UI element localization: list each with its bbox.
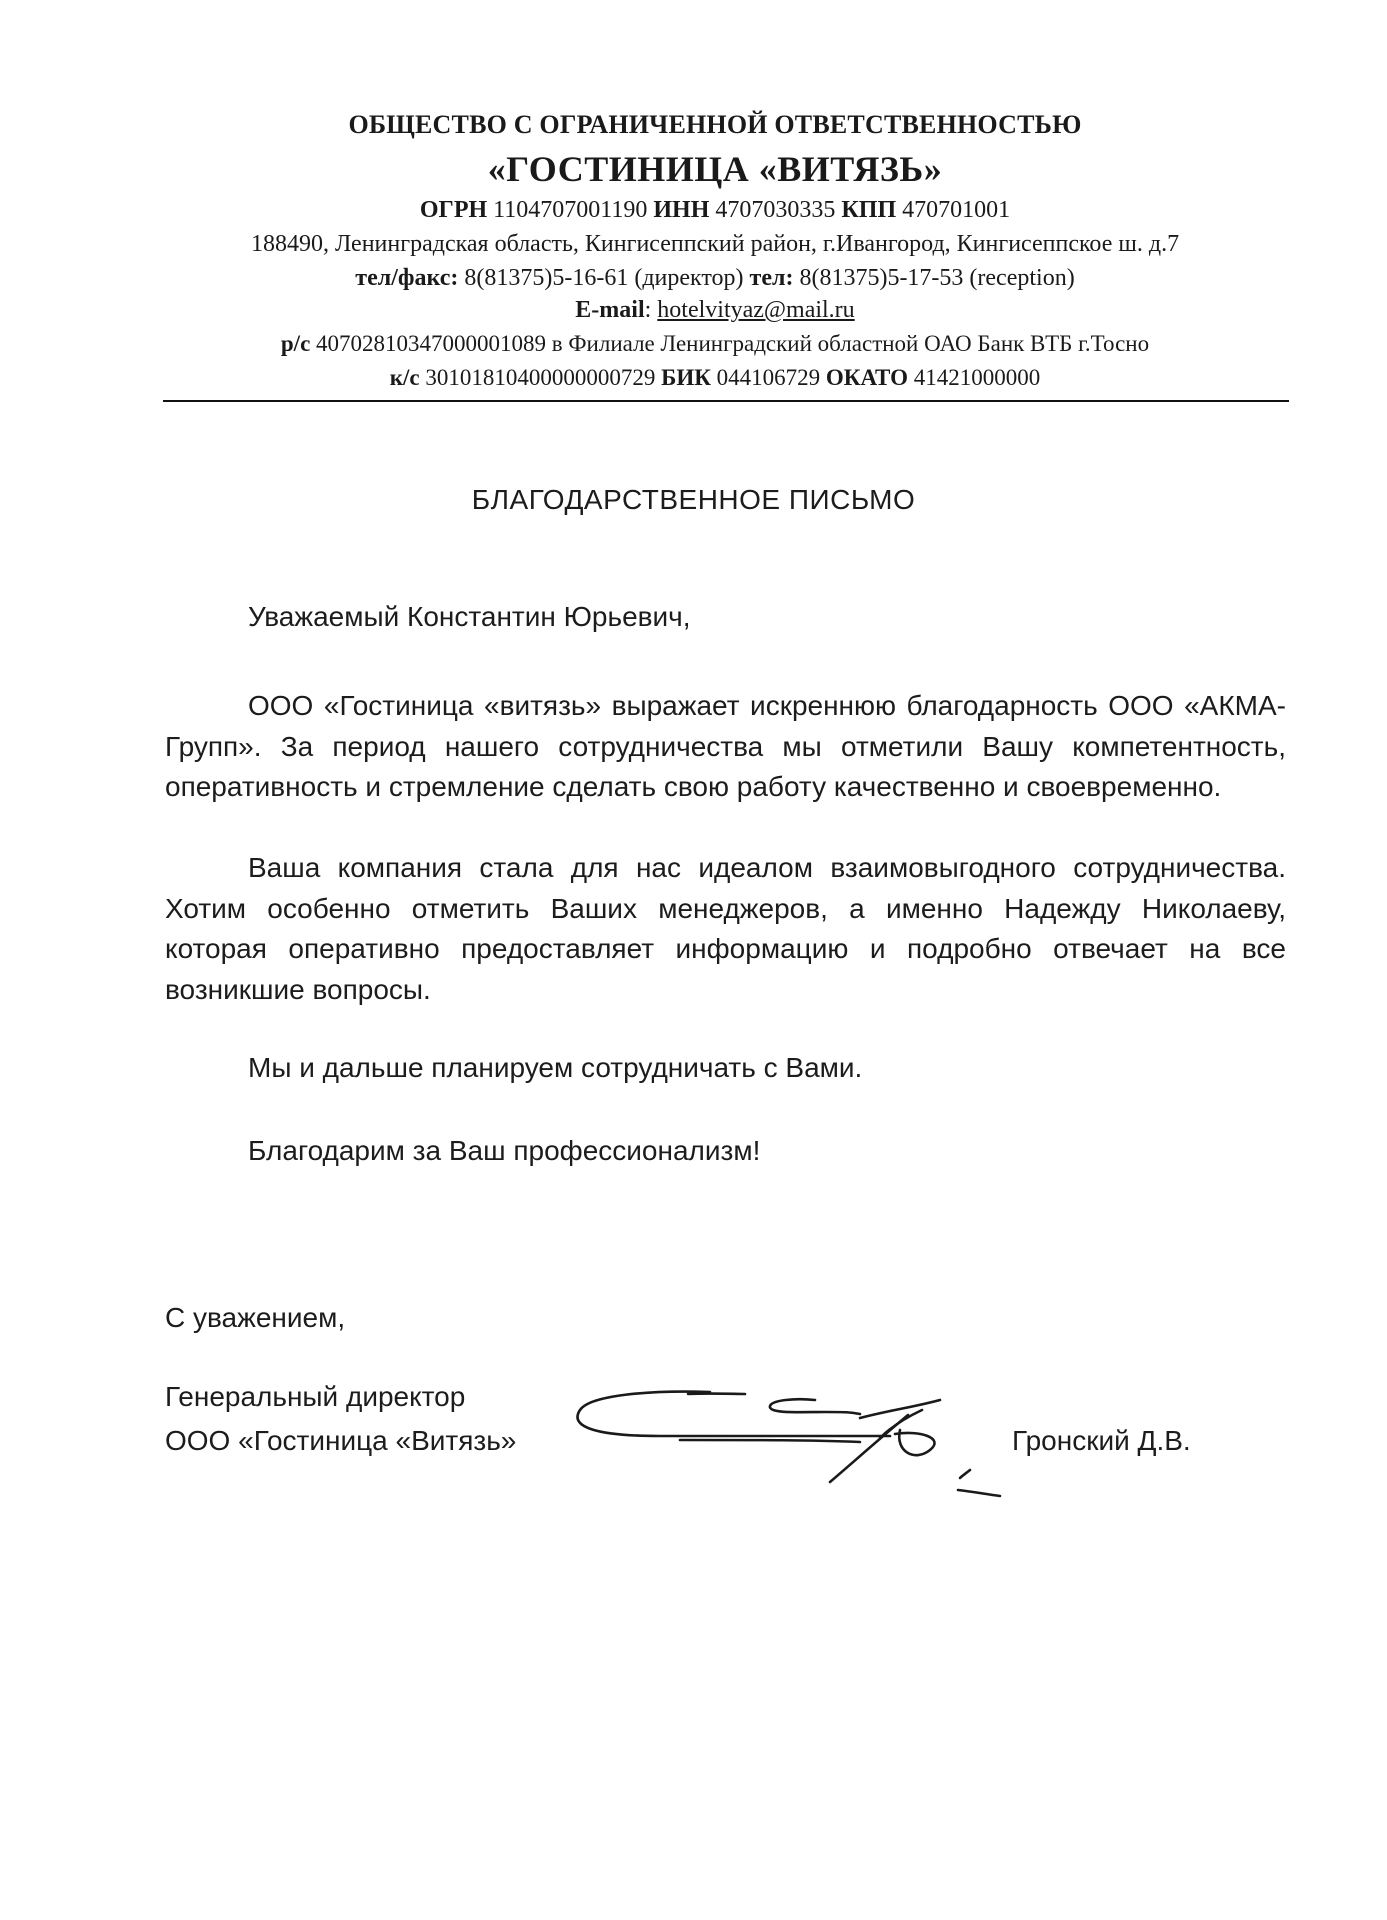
telfax-label: тел/факс: — [355, 265, 459, 291]
plans-line: Мы и дальше планируем сотрудничать с Вами. — [248, 1052, 863, 1083]
signer-company: ООО «Гостиница «Витязь» — [165, 1425, 517, 1456]
email-label: E-mail — [575, 297, 645, 323]
tel-value: 8(81375)5-17-53 (reception) — [799, 265, 1075, 291]
phone-line — [150, 265, 1280, 292]
inn-value: 4707030335 — [715, 197, 836, 223]
letterhead-divider — [163, 400, 1289, 402]
kpp-label: КПП — [841, 197, 897, 223]
email-link[interactable]: hotelvityaz@mail.ru — [657, 297, 855, 323]
address: 188490, Ленинградская область, Кингисеппский район, г.Ивангород, Кингисеппское ш. д.7 — [250, 231, 1180, 257]
inn-label: ИНН — [653, 197, 710, 223]
signer-position: Генеральный директор — [165, 1381, 466, 1412]
email-line: E-mail: hotelvityaz@mail.ru — [575, 297, 855, 323]
greeting: Уважаемый Константин Юрьевич, — [248, 601, 691, 632]
kpp-value: 470701001 — [902, 197, 1011, 223]
bank-codes-line — [150, 365, 1280, 391]
signature-image — [560, 1370, 1020, 1510]
tel-label: тел: — [749, 265, 794, 291]
telfax-value: 8(81375)5-16-61 (директор) — [464, 265, 744, 291]
paragraph-1: ООО «Гостиница «витязь» выражает искреннюю благодарность ООО «АКМА-Групп». За период нашего сотрудничества мы отметили Вашу компетентность, оперативность и стремление сделать свою работу качественно и своевременно. — [165, 690, 1286, 802]
thanks-line: Благодарим за Ваш профессионализм! — [248, 1135, 761, 1166]
corr-value: 30101810400000000729 — [425, 365, 656, 390]
org-form: ОБЩЕСТВО С ОГРАНИЧЕННОЙ ОТВЕТСТВЕННОСТЬЮ — [348, 110, 1082, 139]
okato-label: ОКАТО — [825, 365, 908, 390]
account-line — [150, 331, 1280, 357]
closing: С уважением, — [165, 1302, 346, 1333]
account-value: 40702810347000001089 в Филиале Ленинградский областной ОАО Банк ВТБ г.Тосно — [316, 331, 1150, 356]
letter-title: БЛАГОДАРСТВЕННОЕ ПИСЬМО — [471, 484, 916, 515]
ogrn-label: ОГРН — [419, 197, 488, 223]
account-label: р/с — [280, 331, 311, 356]
paragraph-2: Ваша компания стала для нас идеалом взаимовыгодного сотрудничества. Хотим особенно отметить Ваших менеджеров, а именно Надежду Николаеву, которая оперативно предоставляет информацию и подробно отвечает на все возникшие вопросы. — [165, 852, 1286, 1005]
bik-label: БИК — [661, 365, 711, 390]
signer-name: Гронский Д.В. — [1012, 1425, 1191, 1456]
okato-value: 41421000000 — [913, 365, 1041, 390]
bik-value: 044106729 — [716, 365, 821, 390]
org-name: «ГОСТИНИЦА «ВИТЯЗЬ» — [487, 149, 943, 189]
ogrn-value: 1104707001190 — [493, 197, 648, 223]
registration-line — [150, 197, 1280, 224]
corr-label: к/с — [389, 365, 420, 390]
